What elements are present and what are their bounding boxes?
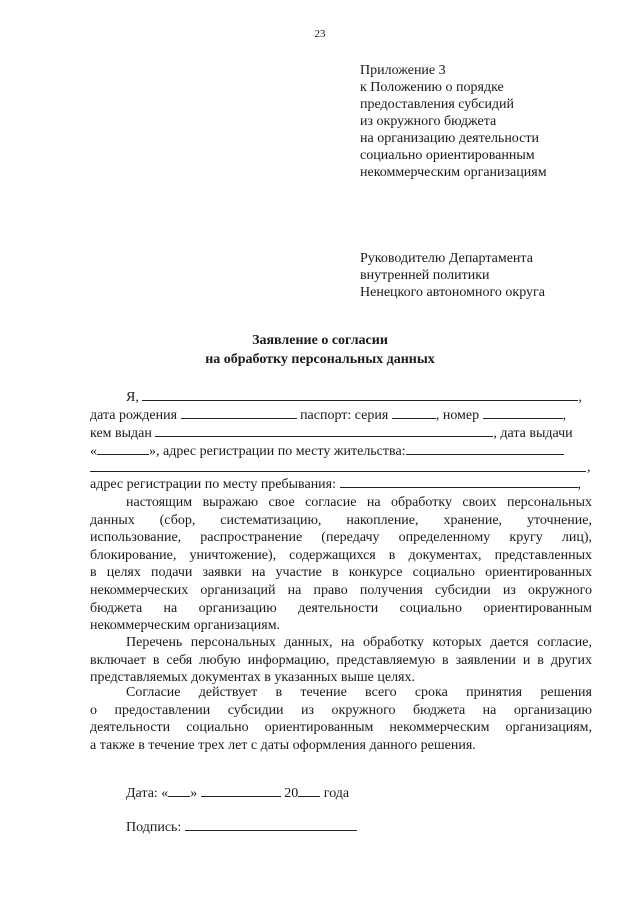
appendix-line: на организацию деятельности (360, 131, 539, 146)
stay-row: адрес регистрации по месту пребывания: , (90, 477, 582, 492)
appendix-line: социально ориентированным (360, 148, 535, 163)
date-label: Дата: « (126, 786, 169, 801)
passport-number-label: , номер (435, 408, 480, 423)
residence-address-line[interactable] (90, 471, 586, 472)
residence-address-field[interactable] (406, 442, 564, 455)
day-field[interactable] (168, 784, 190, 797)
appendix-line: из окружного бюджета (360, 114, 497, 129)
addressee-block (360, 250, 545, 301)
data-list-paragraph: Перечень персональных данных, на обработку которых дается согласие, включает в себя любую информацию, представляемую в заявлении и в других представляемых документах в указанных выше целях. (90, 635, 592, 686)
issue-date-field[interactable] (97, 442, 149, 455)
title-line-1: Заявление о согласии (252, 333, 388, 348)
birth-passport-row: дата рождения паспорт: серия , номер , (90, 408, 567, 423)
stay-address-field[interactable] (340, 475, 578, 488)
residence-row: « », адрес регистрации по месту жительства: (90, 442, 592, 461)
issued-by-field[interactable] (155, 424, 493, 437)
appendix-line: предоставления субсидий (360, 97, 515, 112)
signature-row (126, 818, 357, 837)
appendix-header (360, 62, 547, 181)
full-name-field[interactable] (142, 388, 578, 401)
appendix-line: некоммерческим организациям (360, 165, 547, 180)
signature-label: Подпись: (126, 820, 182, 835)
passport-series-label: паспорт: серия (300, 408, 389, 423)
month-field[interactable] (201, 784, 281, 797)
addressee-line: внутренней политики (360, 268, 490, 283)
appendix-line: Приложение 3 (360, 63, 446, 78)
passport-number-field[interactable] (483, 406, 563, 419)
birth-date-field[interactable] (181, 406, 297, 419)
issue-date-label: , дата выдачи (493, 426, 573, 441)
birth-label: дата рождения (90, 408, 178, 423)
document-title (0, 331, 640, 369)
date-row: Дата: « » 20 года (126, 786, 350, 801)
validity-paragraph: Согласие действует в течение всего срока принятия решения о предоставлении субсидии из окружного бюджета на организацию деятельности социально ориентированным некоммерческим организациям, а также в течение трех лет с даты оформления данного решения. (90, 685, 592, 753)
passport-series-field[interactable] (392, 406, 436, 419)
consent-paragraph: настоящим выражаю свое согласие на обработку своих персональных данных (сбор, систематизацию, накопление, хранение, уточнение, использование, распространение (передачу определенному кругу лиц), блокирование, уничтожение), содержащихся в документах, представленных в целях подачи заявки на участие в конкурсе социально ориентированных некоммерческих организаций на право получения субсидии из окружного бюджета на организацию деятельности социально ориентированным некоммерческим организациям. (90, 495, 592, 634)
issued-row (90, 424, 592, 443)
residence-label: », адрес регистрации по месту жительства: (149, 444, 406, 459)
title-line-2: на обработку персональных данных (205, 352, 435, 367)
name-row: Я, , (126, 390, 582, 405)
year-field[interactable] (298, 784, 320, 797)
addressee-line: Руководителю Департамента (360, 251, 533, 266)
appendix-line: к Положению о порядке (360, 80, 504, 95)
issued-by-label: кем выдан (90, 426, 152, 441)
signature-field[interactable] (185, 818, 357, 831)
stay-label: адрес регистрации по месту пребывания: (90, 477, 337, 492)
page-number: 23 (314, 28, 326, 40)
i-label: Я, (126, 390, 139, 405)
addressee-line: Ненецкого автономного округа (360, 285, 545, 300)
